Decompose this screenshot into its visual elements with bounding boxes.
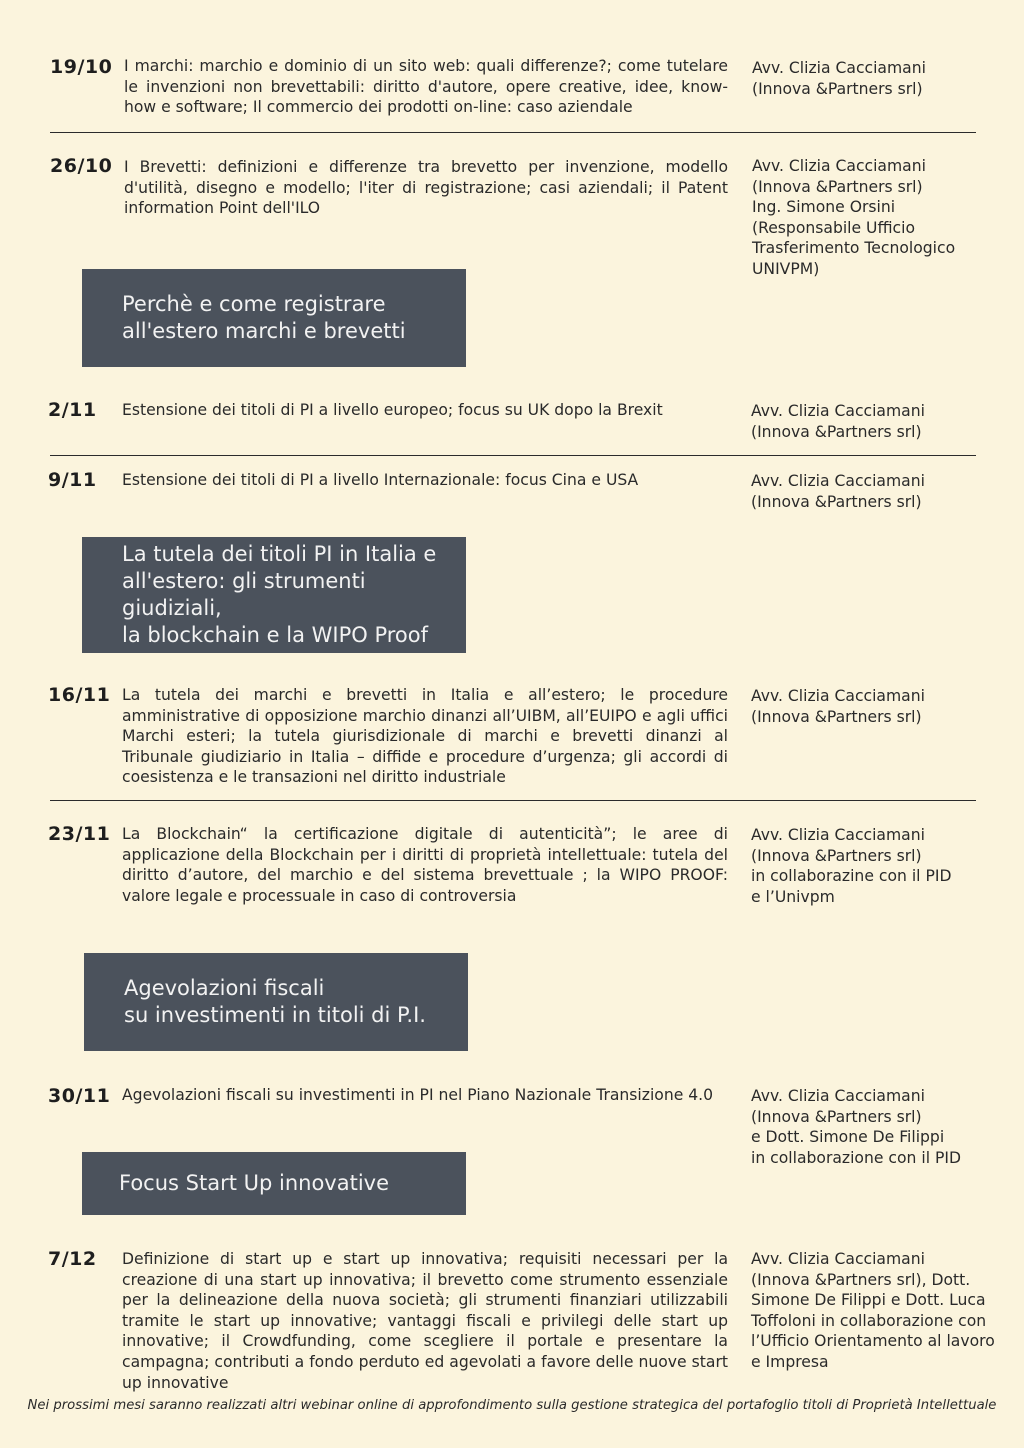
session-speaker: Avv. Clizia Cacciamani (Innova &Partners srl)	[751, 687, 925, 726]
session-speaker: Avv. Clizia Cacciamani (Innova &Partners srl)	[752, 59, 926, 98]
session-description: Definizione di start up e start up innovativa; requisiti necessari per la creazione di una start up innovativa; il brevetto come strumento essenziale per la delineazione della nuova società; gli strumenti finanziari utilizzabili tramite le start up innovative; vantaggi fiscali e privilegi delle start up innovative; il Crowdfunding, come scegliere il portale e presentare la campagna; contributi a fondo perduto ed agevolati a favore delle nuove start up innovative	[122, 1250, 728, 1392]
session-date: 9/11	[48, 469, 97, 491]
divider	[50, 455, 976, 456]
session-description: La tutela dei marchi e brevetti in Italia e all’estero; le procedure amministrative di opposizione marchio dinanzi all’UIBM, all’EUIPO e agli uffici Marchi esteri; la tutela giurisdizionale di marchi e brevetti dinanzi al Tribunale giudiziario in Italia – diffide e procedure d’urgenza; gli accordi di coesistenza e le transazioni nel diritto industriale	[122, 686, 728, 787]
session-speaker: Avv. Clizia Cacciamani (Innova &Partners srl) Ing. Simone Orsini (Responsabile Ufficio Trasferimento Tecnologico UNIVPM)	[752, 157, 956, 278]
session-date: 30/11	[48, 1085, 111, 1107]
section-banner-title: La tutela dei titoli PI in Italia e all'estero: gli strumenti giudiziali, la blockchain e la WIPO Proof	[122, 542, 437, 647]
session-description: La Blockchain“ la certificazione digitale di autenticità”; le aree di applicazione della Blockchain per i diritti di proprietà intellettuale: tutela del diritto d’autore, del marchio e del sistema brevettuale ; la WIPO PROOF: valore legale e processuale in caso di controversia	[122, 825, 728, 905]
session-speaker: Avv. Clizia Cacciamani (Innova &Partners srl) e Dott. Simone De Filippi in collaborazione con il PID	[751, 1087, 961, 1167]
section-banner	[82, 269, 466, 367]
section-banner	[84, 953, 468, 1051]
session-date: 23/11	[48, 823, 111, 845]
section-banner	[82, 1152, 466, 1215]
session-speaker: Avv. Clizia Cacciamani (Innova &Partners srl) in collaborazine con il PID e l’Univpm	[751, 826, 952, 906]
section-banner	[82, 537, 466, 653]
section-banner-title: Perchè e come registrare all'estero marchi e brevetti	[122, 292, 406, 343]
session-description: I Brevetti: definizioni e differenze tra brevetto per invenzione, modello d'utilità, disegno e modello; l'iter di registrazione; casi aziendali; il Patent information Point dell'ILO	[124, 158, 728, 218]
footer-note: Nei prossimi mesi saranno realizzati altri webinar online di approfondimento sulla gestione strategica del portafoglio titoli di Proprietà Intellettuale	[27, 1398, 997, 1413]
session-date: 26/10	[50, 155, 113, 177]
session-speaker: Avv. Clizia Cacciamani (Innova &Partners srl), Dott. Simone De Filippi e Dott. Luca Toffoloni in collaborazione con l’Ufficio Orientamento al lavoro e Impresa	[751, 1250, 995, 1371]
session-date: 7/12	[48, 1248, 97, 1270]
session-description: Estensione dei titoli di PI a livello europeo; focus su UK dopo la Brexit	[122, 401, 663, 419]
session-description: I marchi: marchio e dominio di un sito web: quali differenze?; come tutelare le invenzioni non brevettabili: diritto d'autore, opere creative, idee, know-how e software; Il commercio dei prodotti on-line: caso aziendale	[124, 57, 728, 117]
divider	[50, 800, 976, 801]
divider	[50, 132, 976, 133]
session-date: 19/10	[50, 56, 113, 78]
session-date: 16/11	[48, 684, 111, 706]
session-date: 2/11	[48, 399, 97, 421]
section-banner-title: Focus Start Up innovative	[119, 1171, 390, 1195]
session-description: Agevolazioni fiscali su investimenti in PI nel Piano Nazionale Transizione 4.0	[122, 1086, 714, 1104]
section-banner-title: Agevolazioni fiscali su investimenti in titoli di P.I.	[124, 976, 426, 1027]
session-description: Estensione dei titoli di PI a livello Internazionale: focus Cina e USA	[122, 471, 639, 489]
session-speaker: Avv. Clizia Cacciamani (Innova &Partners srl)	[751, 402, 925, 441]
session-speaker: Avv. Clizia Cacciamani (Innova &Partners srl)	[751, 472, 925, 511]
